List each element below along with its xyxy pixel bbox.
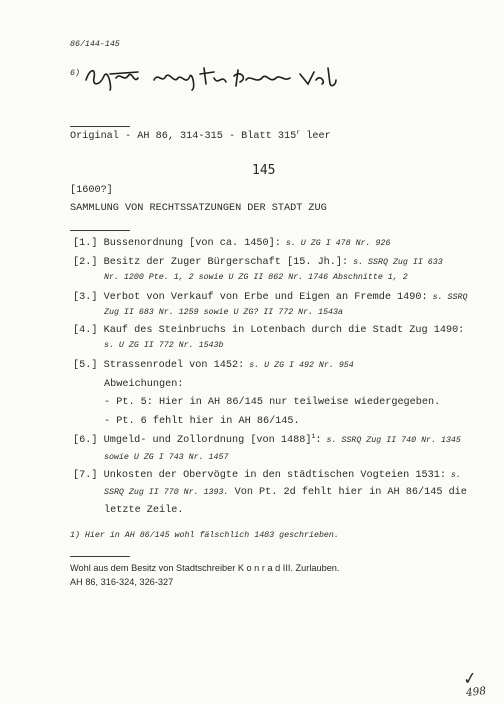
handwriting-image: [80, 60, 340, 94]
entry-1: [73, 238, 390, 249]
entry-7-cont: [104, 487, 467, 498]
document-title: SAMMLUNG VON RECHTSSATZUNGEN DER STADT ZUG: [70, 203, 327, 214]
entry-text: Von Pt. 2d fehlt hier in AH 86/145 die: [228, 487, 467, 498]
entry-number: [3.]: [73, 292, 98, 303]
archive-reference: 86/144-145: [70, 40, 120, 49]
page-number-handwritten: 498: [465, 684, 487, 700]
entry-2: [73, 257, 443, 268]
entry-7: [73, 470, 461, 481]
entry-number: [1.]: [73, 238, 98, 249]
entry-2-citation-cont: Nr. 1200 Pte. 1, 2 sowie U ZG II 862 Nr. 1746 Abschnitte 1, 2: [104, 273, 408, 282]
original-note-sup: r: [296, 129, 301, 136]
provenance-line: Wohl aus dem Besitz von Stadtschreiber K o n r a d III. Zurlauben.: [70, 563, 340, 573]
original-note-tail: leer: [300, 131, 331, 142]
entry-citation: s. SSRQ Zug II 633: [348, 258, 443, 267]
entry-number: [5.]: [73, 360, 98, 371]
entry-5-sub-line: - Pt. 6 fehlt hier in AH 86/145.: [104, 416, 300, 427]
entry-citation: s. SSRQ Zug II 740 Nr. 1345: [321, 436, 461, 445]
entry-number: [2.]: [73, 257, 98, 268]
entry-citation: s. SSRQ: [427, 293, 468, 302]
entry-4-citation-cont: s. U ZG II 772 Nr. 1543b: [104, 341, 224, 350]
entry-text-tail: :: [315, 435, 322, 446]
document-date: [1600?]: [70, 185, 113, 196]
entry-4: [73, 325, 464, 336]
entry-7-cont2: letzte Zeile.: [104, 505, 184, 516]
footnote-marker: 1: [311, 433, 316, 440]
check-mark: ✓: [461, 668, 479, 690]
entry-6: [73, 435, 461, 446]
footnote: 1) Hier in AH 86/145 wohl fälschlich 1483 geschrieben.: [70, 531, 339, 540]
separator-rule: [70, 556, 130, 557]
entry-text: Kauf des Steinbruchs in Lotenbach durch die Stadt Zug 1490:: [103, 325, 465, 336]
entry-number: [7.]: [73, 470, 98, 481]
entry-3-citation-cont: Zug II 683 Nr. 1259 sowie U ZG? II 772 Nr. 1543a: [104, 308, 343, 317]
entry-citation: s. U ZG I 478 Nr. 926: [280, 239, 391, 248]
entry-5: [73, 360, 354, 371]
original-note-text: Original - AH 86, 314-315 - Blatt 315: [70, 131, 297, 142]
entry-text: Verbot von Verkauf von Erbe und Eigen an Fremde 1490:: [103, 292, 428, 303]
entry-citation: s. U ZG I 492 Nr. 954: [244, 361, 354, 370]
entry-number: [6.]: [73, 435, 98, 446]
entry-citation: SSRQ Zug II 770 Nr. 1393.: [104, 488, 229, 497]
entry-text: Unkosten der Obervögte in den städtischen Vogteien 1531:: [103, 470, 446, 481]
entry-number: [4.]: [73, 325, 98, 336]
entry-text: Besitz der Zuger Bürgerschaft [15. Jh.]:: [103, 257, 349, 268]
entry-5-sub-heading: Abweichungen:: [104, 379, 184, 390]
separator-rule: [70, 126, 130, 127]
footnote-number-prev: 6): [70, 69, 80, 78]
entry-3: [73, 292, 467, 303]
separator-rule: [70, 230, 130, 231]
original-note: [70, 131, 331, 142]
document-number: 145: [252, 163, 276, 178]
entry-text: Bussenordnung [von ca. 1450]:: [103, 238, 281, 249]
entry-citation: s.: [445, 471, 461, 480]
entry-text: Umgeld- und Zollordnung [von 1488]: [103, 435, 312, 446]
provenance-line: AH 86, 316-324, 326-327: [70, 577, 174, 587]
entry-5-sub-line: - Pt. 5: Hier in AH 86/145 nur teilweise wiedergegeben.: [104, 397, 441, 408]
entry-6-citation-cont: sowie U ZG I 743 Nr. 1457: [104, 453, 229, 462]
entry-text: Strassenrodel von 1452:: [103, 360, 245, 371]
handwritten-script-line: [80, 60, 340, 99]
